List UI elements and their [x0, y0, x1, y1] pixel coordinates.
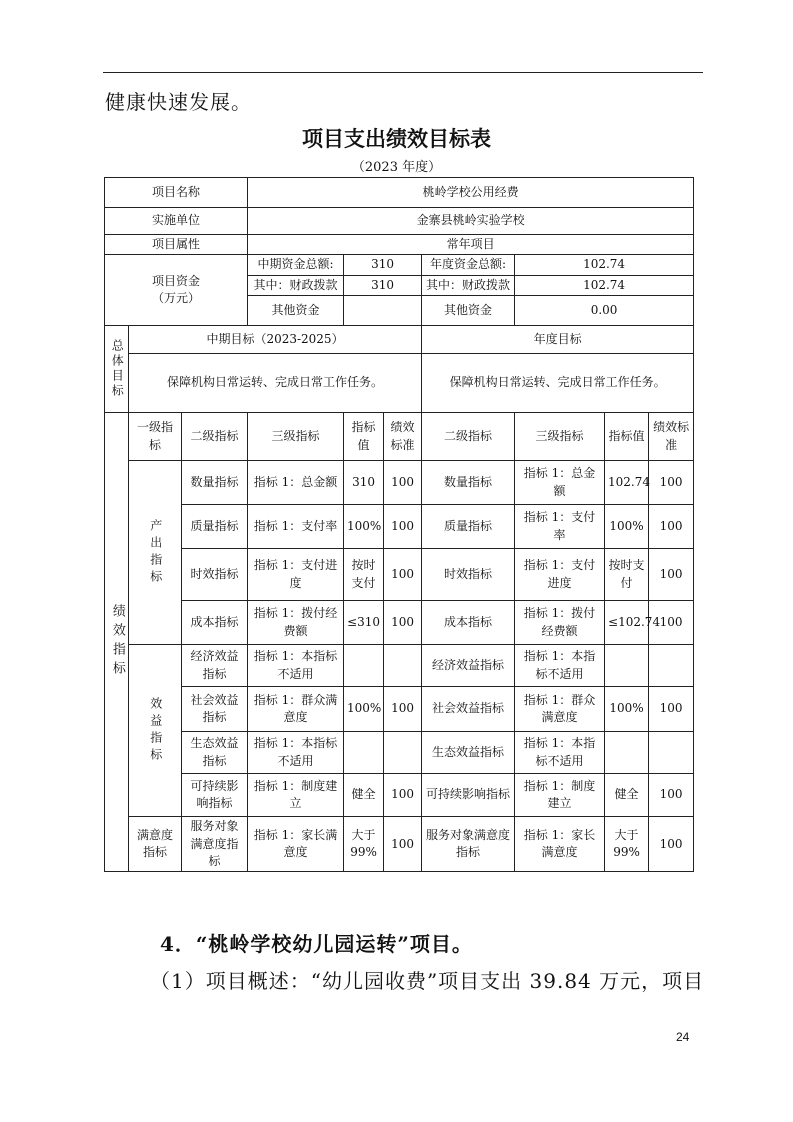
cell: 质量指标 [182, 505, 248, 549]
year-fiscal-value: 102.74 [515, 275, 694, 295]
project-name-value: 桃岭学校公用经费 [248, 178, 694, 208]
cell: 指标 1：总金额 [515, 461, 605, 505]
cell [384, 732, 422, 774]
cell [605, 645, 649, 687]
cell: 指标 1：群众满意度 [515, 687, 605, 732]
year-total-label: 年度资金总额: [422, 255, 515, 275]
cell: 100 [384, 549, 422, 601]
cell: 100% [344, 687, 384, 732]
cell: 指标 1：家长满意度 [515, 817, 605, 872]
cell: ≤102.74 [605, 601, 649, 645]
cell: 数量指标 [182, 461, 248, 505]
cell: 指标 1：本指标不适用 [248, 732, 344, 774]
overall-mid-header: 中期目标（2023-2025） [129, 326, 422, 354]
attr-label: 项目属性 [105, 235, 248, 255]
cell: 经济效益指标 [182, 645, 248, 687]
cell: 服务对象满意度指标 [422, 817, 515, 872]
funds-unit: （万元） [152, 291, 201, 306]
cell: 100 [384, 817, 422, 872]
cell: 大于99% [605, 817, 649, 872]
row-unit [105, 208, 694, 235]
output-label: 产出指标 [129, 461, 182, 645]
cell: 指标 1：本指标不适用 [515, 732, 605, 774]
year-fiscal-label: 其中：财政拨款 [422, 275, 515, 295]
cell: 指标 1：本指标不适用 [248, 645, 344, 687]
cell: 健全 [605, 774, 649, 817]
cell: 指标 1：支付进度 [248, 549, 344, 601]
header-level3-year: 三级指标 [515, 413, 605, 461]
funds-label: 项目资金 [152, 273, 201, 288]
cell: 310 [344, 461, 384, 505]
cell: 100 [649, 774, 694, 817]
cell: 成本指标 [182, 601, 248, 645]
row-funds-total [105, 255, 694, 275]
table-title: 项目支出绩效目标表 [302, 127, 491, 151]
unit-label: 实施单位 [105, 208, 248, 235]
cell: 100 [649, 601, 694, 645]
cell: 指标 1：总金额 [248, 461, 344, 505]
cell: 可持续影响指标 [422, 774, 515, 817]
header-level2: 二级指标 [182, 413, 248, 461]
header-standard-year: 绩效标准 [649, 413, 694, 461]
cell: 102.74 [605, 461, 649, 505]
funds-label-cell [105, 255, 248, 326]
header-value-year: 指标值 [605, 413, 649, 461]
cell: 100 [384, 505, 422, 549]
header-level3: 三级指标 [248, 413, 344, 461]
cell: 经济效益指标 [422, 645, 515, 687]
cell: 100 [649, 461, 694, 505]
cell: 指标 1：家长满意度 [248, 817, 344, 872]
overall-year-header: 年度目标 [422, 326, 694, 354]
cell: 指标 1：制度建立 [248, 774, 344, 817]
page-number: 24 [676, 1030, 690, 1044]
cell: 100 [649, 549, 694, 601]
header-level2-year: 二级指标 [422, 413, 515, 461]
cell: 100 [649, 505, 694, 549]
cell: 指标 1：制度建立 [515, 774, 605, 817]
cell: 指标 1：群众满意度 [248, 687, 344, 732]
table-year: （2023 年度） [351, 160, 442, 175]
row-project-name [105, 178, 694, 208]
cell: 指标 1：支付率 [515, 505, 605, 549]
overall-label: 总体目标 [105, 326, 129, 413]
cell [649, 645, 694, 687]
indicator-row [105, 732, 694, 774]
cell: 社会效益指标 [422, 687, 515, 732]
cell: 服务对象满意度指标 [182, 817, 248, 872]
cell: 100 [649, 817, 694, 872]
header-value: 指标值 [344, 413, 384, 461]
indicator-row [105, 817, 694, 872]
cell: 社会效益指标 [182, 687, 248, 732]
mid-total-label: 中期资金总额: [248, 255, 344, 275]
header-standard: 绩效标准 [384, 413, 422, 461]
cell [605, 732, 649, 774]
cell: 100 [384, 774, 422, 817]
year-other-label: 其他资金 [422, 296, 515, 326]
cell: 100% [344, 505, 384, 549]
cell: 时效指标 [422, 549, 515, 601]
year-total-value: 102.74 [515, 255, 694, 275]
cell: 可持续影响指标 [182, 774, 248, 817]
cell: 成本指标 [422, 601, 515, 645]
satisfaction-label: 满意度指标 [129, 817, 182, 872]
cell: 时效指标 [182, 549, 248, 601]
mid-fiscal-value: 310 [344, 275, 422, 295]
cell: 按时支付 [344, 549, 384, 601]
cell: 指标 1：拨付经费额 [248, 601, 344, 645]
cell [649, 732, 694, 774]
cell: 生态效益指标 [422, 732, 515, 774]
indicator-row [105, 645, 694, 687]
cell [344, 732, 384, 774]
indicator-row [105, 601, 694, 645]
mid-total-value: 310 [344, 255, 422, 275]
cell: 按时支付 [605, 549, 649, 601]
cell: 100 [649, 687, 694, 732]
year-other-value: 0.00 [515, 296, 694, 326]
cell: 生态效益指标 [182, 732, 248, 774]
cell: 健全 [344, 774, 384, 817]
indicator-row [105, 461, 694, 505]
mid-other-value [344, 296, 422, 326]
overall-mid-text: 保障机构日常运转、完成日常工作任务。 [129, 354, 422, 413]
cell: 数量指标 [422, 461, 515, 505]
row-indicator-header [105, 413, 694, 461]
cell: 100% [605, 505, 649, 549]
attr-value: 常年项目 [248, 235, 694, 255]
cell [344, 645, 384, 687]
cell: 指标 1：拨付经费额 [515, 601, 605, 645]
unit-value: 金寨县桃岭实验学校 [248, 208, 694, 235]
cell: 指标 1：支付进度 [515, 549, 605, 601]
indicator-row [105, 774, 694, 817]
cell [384, 645, 422, 687]
cell: 质量指标 [422, 505, 515, 549]
cell: 指标 1：本指标不适用 [515, 645, 605, 687]
project-name-label: 项目名称 [105, 178, 248, 208]
benefit-label: 效益指标 [129, 645, 182, 817]
header-rule [103, 72, 703, 73]
overall-year-text: 保障机构日常运转、完成日常工作任务。 [422, 354, 694, 413]
row-attr [105, 235, 694, 255]
cell: 大于99% [344, 817, 384, 872]
row-overall-text [105, 354, 694, 413]
performance-table [104, 177, 694, 872]
mid-other-label: 其他资金 [248, 296, 344, 326]
indicator-row [105, 505, 694, 549]
indicators-label: 绩效指标 [105, 413, 129, 872]
cell: ≤310 [344, 601, 384, 645]
section-heading: 4．“桃岭学校幼儿园运转”项目。 [160, 932, 473, 956]
header-level1: 一级指标 [129, 413, 182, 461]
cell: 100 [384, 601, 422, 645]
cell: 100 [384, 461, 422, 505]
cell: 100 [384, 687, 422, 732]
cell: 100% [605, 687, 649, 732]
indicator-row [105, 687, 694, 732]
cell: 指标 1：支付率 [248, 505, 344, 549]
mid-fiscal-label: 其中：财政拨款 [248, 275, 344, 295]
paragraph-text: （1）项目概述：“幼儿园收费”项目支出 39.84 万元，项目 [150, 969, 705, 993]
row-overall-header [105, 326, 694, 354]
indicator-row [105, 549, 694, 601]
lead-text: 健康快速发展。 [105, 90, 252, 114]
